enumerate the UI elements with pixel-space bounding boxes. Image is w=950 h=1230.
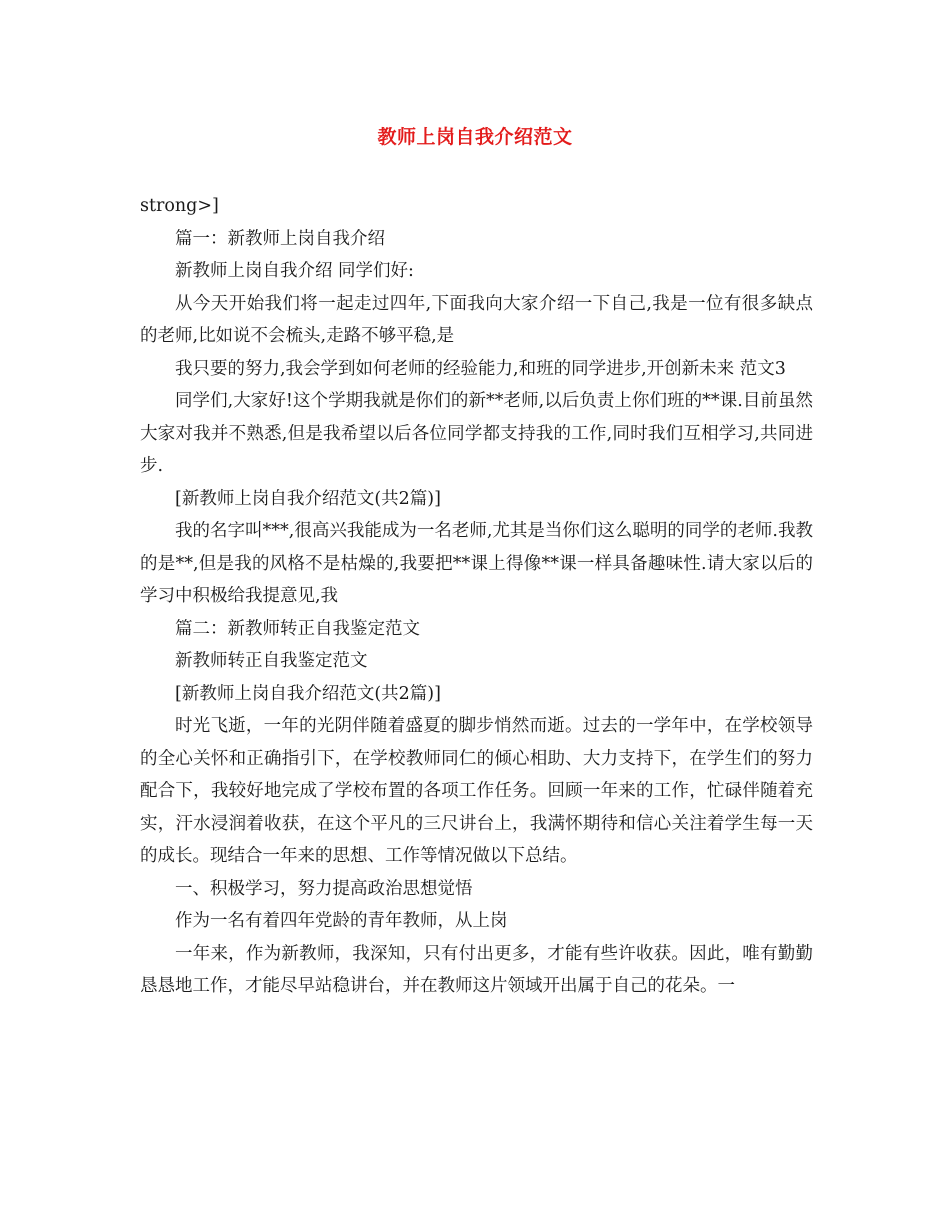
paragraph: 从今天开始我们将一起走过四年,下面我向大家介绍一下自己,我是一位有很多缺点的老师,比如说不会梳头,走路不够平稳,是 [140,293,813,346]
document-title: 教师上岗自我介绍范文 [377,126,573,148]
paragraph: 新教师转正自我鉴定范文 [175,651,368,671]
paragraph: 一年来，作为新教师，我深知，只有付出更多，才能有些许收获。因此，唯有勤勤恳恳地工作，才能尽早站稳讲台，并在教师这片领域开出属于自己的花朵。一 [140,943,813,996]
paragraph: [新教师上岗自我介绍范文(共2篇)] [175,683,441,704]
paragraph: [新教师上岗自我介绍范文(共2篇)] [175,488,441,509]
paragraph: 我只要的努力,我会学到如何老师的经验能力,和班的同学进步,开创新未来 范文3 [175,358,786,379]
paragraph: 时光飞逝，一年的光阴伴随着盛夏的脚步悄然而逝。过去的一学年中，在学校领导的全心关怀和正确指引下，在学校教师同仁的倾心相助、大力支持下，在学生们的努力配合下，我较好地完成了学校布置的各项工作任务。回顾一年来的工作，忙碌伴随着充实，汗水浸润着收获，在这个平凡的三尺讲台上，我满怀期待和信心关注着学生每一天的成长。现结合一年来的思想、工作等情况做以下总结。 [140,716,813,866]
paragraph: 作为一名有着四年党龄的青年教师，从上岗 [175,911,508,931]
document-body [140,190,813,1003]
paragraph: strong>] [140,196,219,216]
paragraph: 我的名字叫***,很高兴我能成为一名老师,尤其是当你们这么聪明的同学的老师.我教的是**,但是我的风格不是枯燥的,我要把**课上得像**课一样具备趣味性.请大家以后的学习中积极给我提意见,我 [140,521,813,606]
section-heading: 篇一：新教师上岗自我介绍 [175,228,385,249]
paragraph: 同学们,大家好!这个学期我就是你们的新**老师,以后负责上你们班的**课.目前虽然大家对我并不熟悉,但是我希望以后各位同学都支持我的工作,同时我们互相学习,共同进步. [140,391,813,476]
section-heading: 一、积极学习，努力提高政治思想觉悟 [175,878,473,899]
paragraph: 新教师上岗自我介绍 同学们好: [175,261,414,281]
section-heading: 篇二：新教师转正自我鉴定范文 [175,618,420,639]
